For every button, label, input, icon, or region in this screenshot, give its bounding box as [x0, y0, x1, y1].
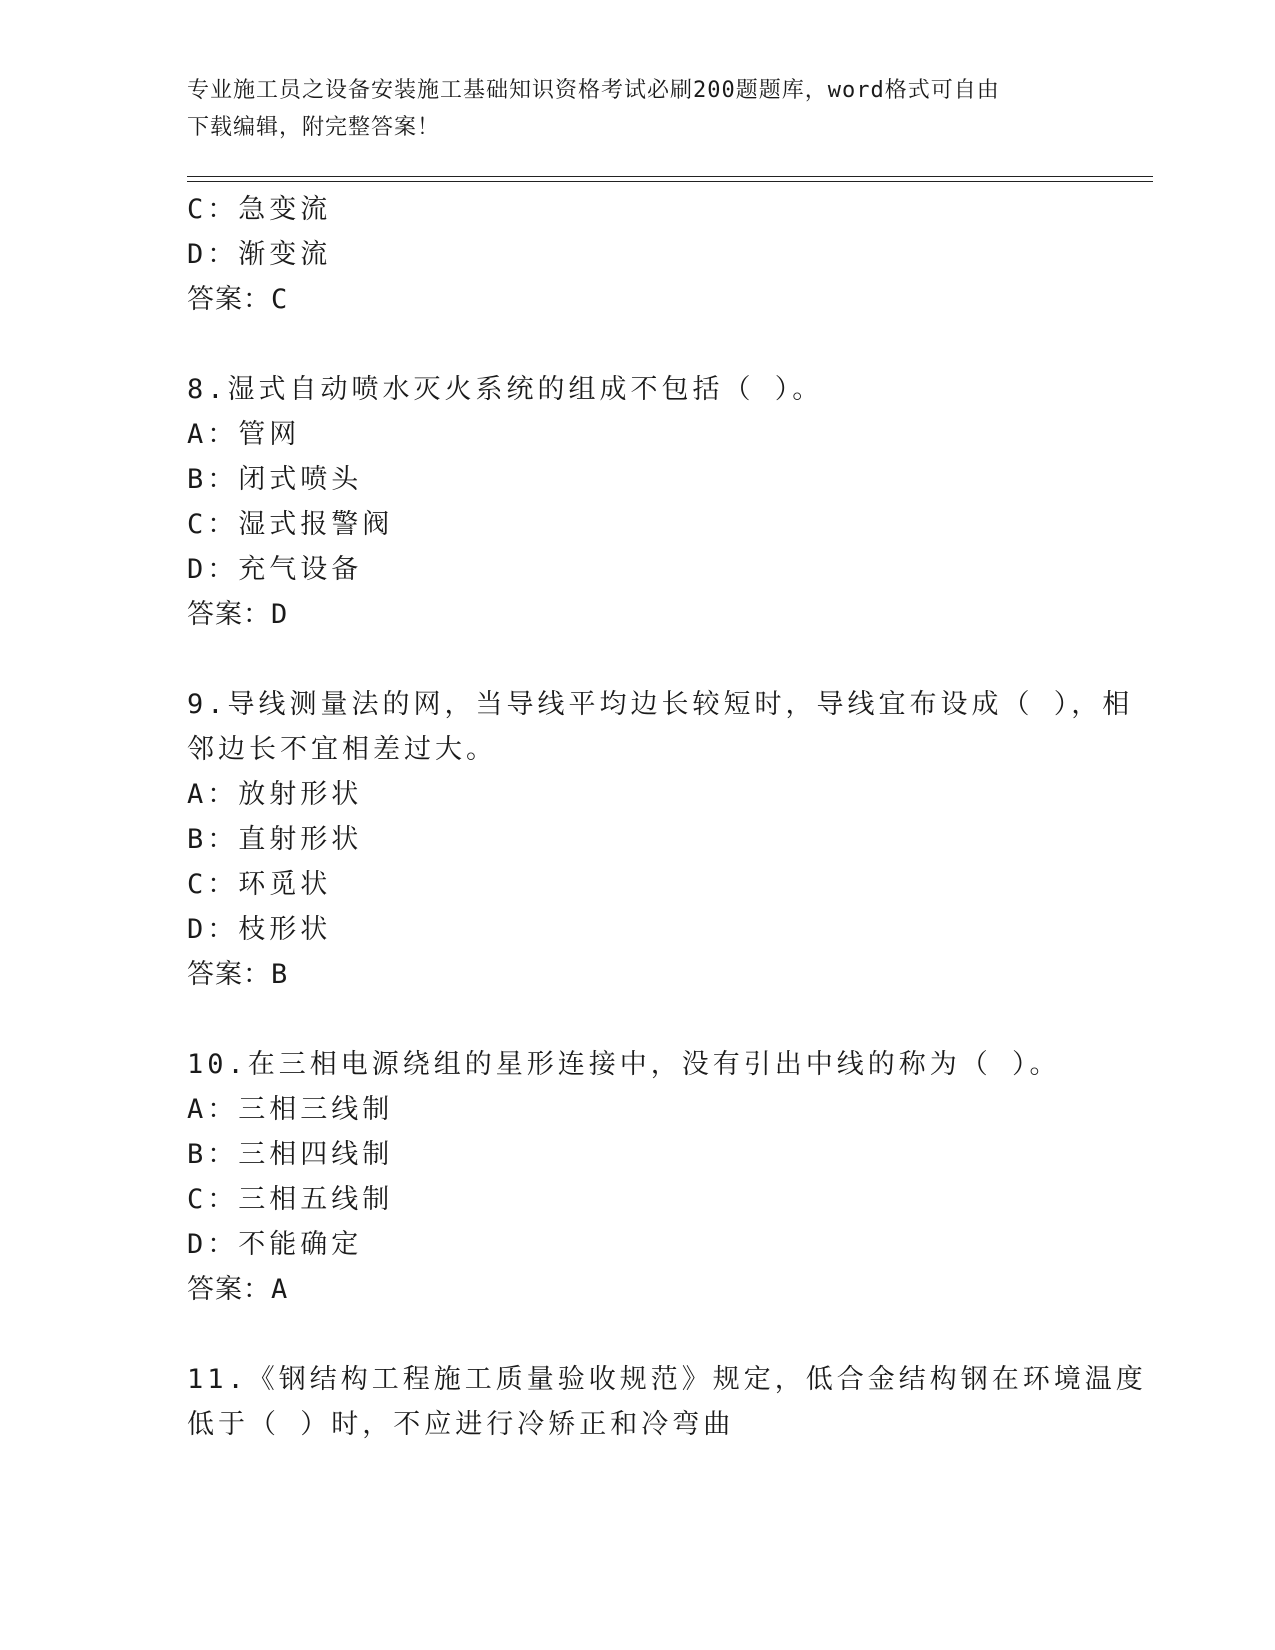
option-a: A：三相三线制	[187, 1094, 394, 1125]
answer-line: 答案：D	[187, 599, 289, 630]
answer-line: 答案：A	[187, 1274, 289, 1305]
document-header	[187, 72, 1067, 146]
option-a: A：管网	[187, 419, 301, 450]
question-stem: 8.湿式自动喷水灭火系统的组成不包括（ ）。	[187, 374, 824, 405]
option-d: D：不能确定	[187, 1229, 363, 1260]
option-c: C：三相五线制	[187, 1184, 394, 1215]
header-line-2: 下载编辑，附完整答案！	[187, 115, 441, 140]
header-line-1: 专业施工员之设备安装施工基础知识资格考试必刷200题题库，word格式可自由	[187, 78, 1000, 103]
answer-line: 答案：C	[187, 284, 289, 315]
option-d: D：渐变流	[187, 239, 332, 270]
header-divider-top	[187, 176, 1153, 177]
option-a: A：放射形状	[187, 779, 363, 810]
option-b: B：闭式喷头	[187, 464, 363, 495]
option-c: C：环觅状	[187, 869, 332, 900]
option-b: B：直射形状	[187, 824, 363, 855]
question-stem: 9.导线测量法的网，当导线平均边长较短时，导线宜布设成（ ），相	[187, 689, 1134, 720]
answer-line: 答案：B	[187, 959, 289, 990]
option-d: D：充气设备	[187, 554, 363, 585]
header-divider-bottom	[187, 181, 1153, 182]
option-b: B：三相四线制	[187, 1139, 394, 1170]
question-stem: 10.在三相电源绕组的星形连接中，没有引出中线的称为（ ）。	[187, 1049, 1061, 1080]
option-d: D：枝形状	[187, 914, 332, 945]
option-c: C：湿式报警阀	[187, 509, 394, 540]
question-stem-cont: 邻边长不宜相差过大。	[187, 734, 497, 765]
question-stem: 11.《钢结构工程施工质量验收规范》规定，低合金结构钢在环境温度	[187, 1364, 1147, 1395]
question-stem-cont: 低于（ ）时，不应进行冷矫正和冷弯曲	[187, 1409, 735, 1440]
option-c: C：急变流	[187, 194, 332, 225]
